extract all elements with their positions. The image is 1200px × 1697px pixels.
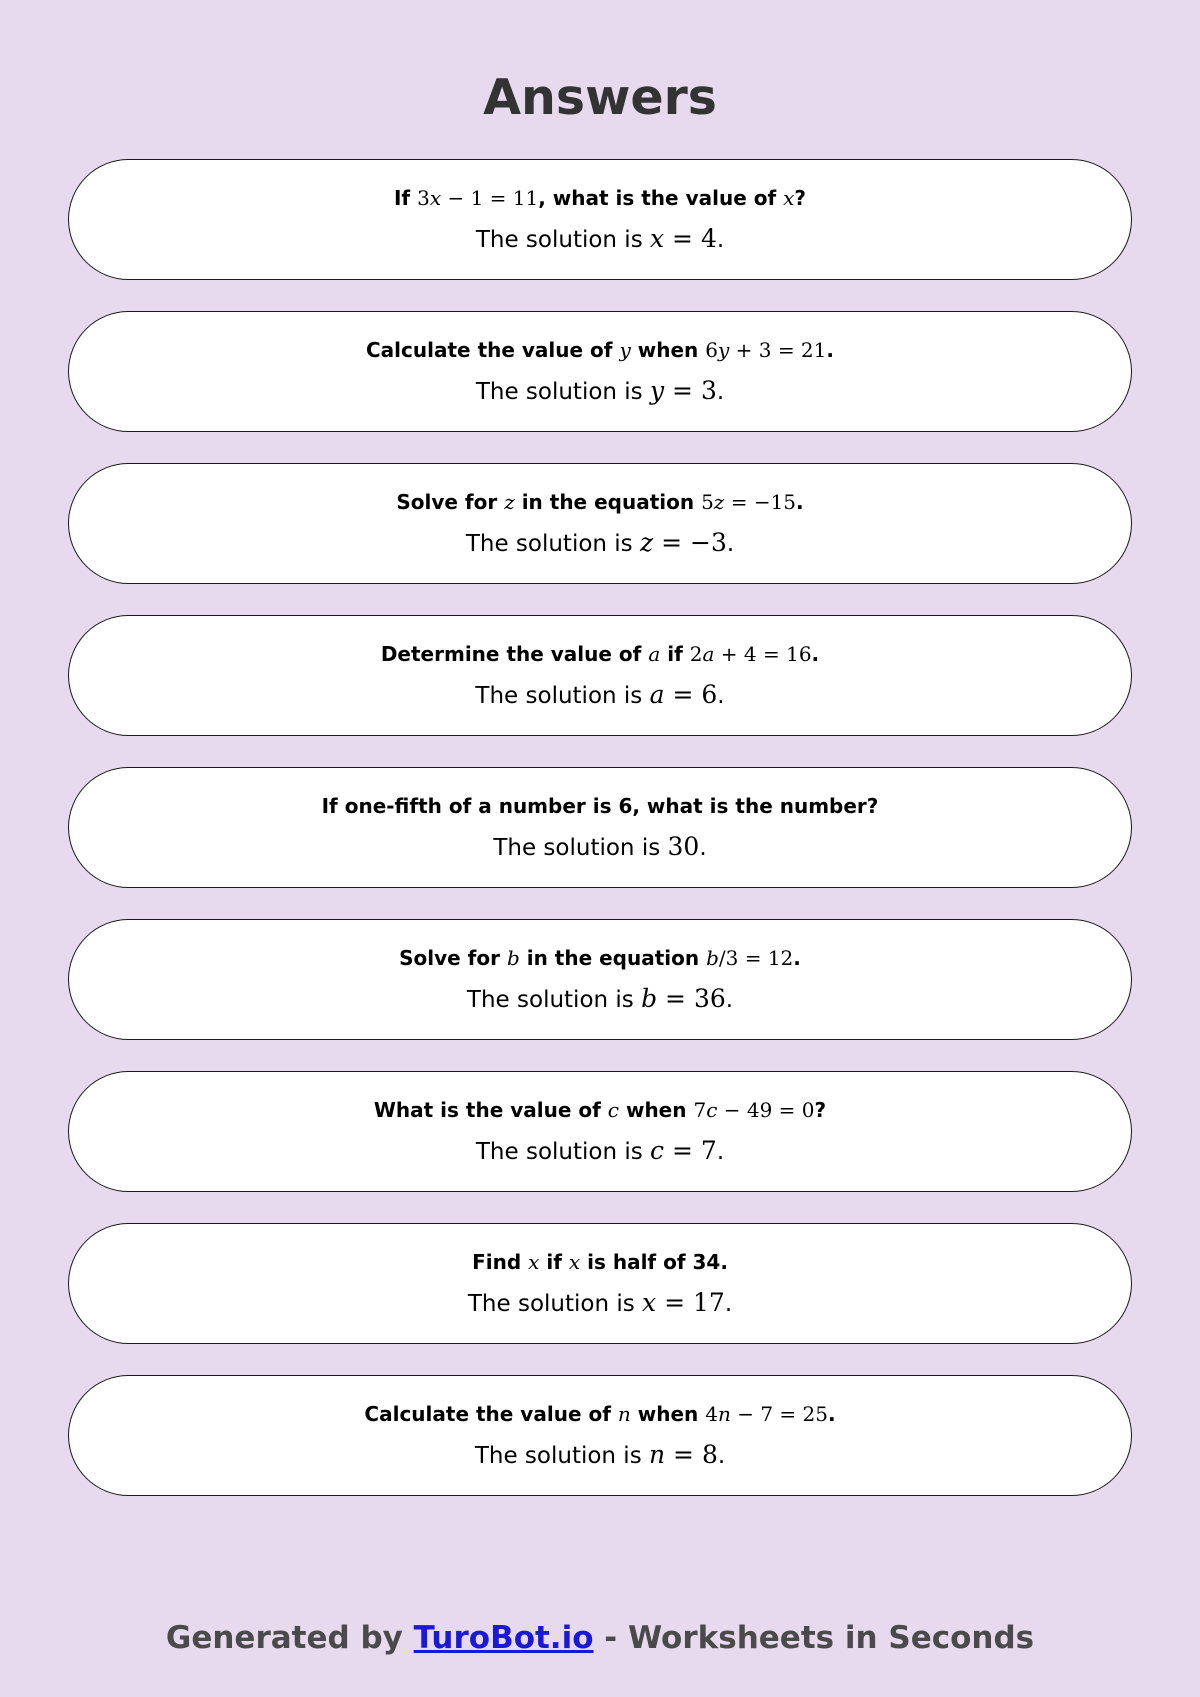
answer-text: The solution is c = 7. — [475, 1136, 725, 1165]
answer-card — [68, 615, 1132, 736]
question-math: 5z = −15 — [701, 490, 797, 514]
question-text: Calculate the value of y when 6y + 3 = 21. — [366, 338, 834, 362]
answer-card — [68, 311, 1132, 432]
answer-text: The solution is a = 6. — [475, 680, 725, 709]
footer-prefix: Generated by — [165, 1620, 414, 1656]
answer-text: The solution is x = 17. — [467, 1288, 733, 1317]
turobot-link[interactable]: TuroBot.io — [413, 1620, 594, 1656]
question-math: 4n − 7 = 25 — [705, 1402, 828, 1426]
answer-card — [68, 919, 1132, 1040]
answer-text: The solution is z = −3. — [465, 528, 735, 557]
answer-card — [68, 1375, 1132, 1496]
answer-card — [68, 1071, 1132, 1192]
question-math: b — [506, 946, 520, 970]
question-math: x — [568, 1250, 581, 1274]
answer-math: c = 7 — [650, 1136, 717, 1165]
answer-text: The solution is n = 8. — [474, 1440, 726, 1469]
footer-suffix: - Worksheets in Seconds — [593, 1620, 1035, 1656]
footer — [0, 1618, 1200, 1658]
answer-card — [68, 159, 1132, 280]
question-text: What is the value of c when 7c − 49 = 0? — [373, 1098, 827, 1122]
question-math: y — [619, 338, 631, 362]
question-text: If one-fifth of a number is 6, what is the number? — [321, 794, 879, 818]
answer-math: z = −3 — [639, 528, 727, 557]
answer-math: y = 3 — [649, 376, 717, 405]
answer-math: b = 36 — [641, 984, 726, 1013]
question-math: 6y + 3 = 21 — [705, 338, 827, 362]
question-math: n — [617, 1402, 631, 1426]
question-math: z — [504, 490, 515, 514]
question-math: 2a + 4 = 16 — [689, 642, 812, 666]
answer-text: The solution is 30. — [493, 832, 707, 861]
question-math: x — [528, 1250, 540, 1274]
question-math: b/3 = 12 — [706, 946, 794, 970]
question-text: Solve for z in the equation 5z = −15. — [396, 490, 804, 514]
answer-card — [68, 463, 1132, 584]
answer-math: a = 6 — [649, 680, 718, 709]
answer-text: The solution is y = 3. — [475, 376, 725, 405]
question-math: 3x − 1 = 11 — [417, 186, 539, 210]
answer-math: 30 — [667, 832, 700, 861]
question-text: Calculate the value of n when 4n − 7 = 25. — [364, 1402, 836, 1426]
question-math: c — [607, 1098, 619, 1122]
question-text: Find x if x is half of 34. — [472, 1250, 728, 1274]
question-text: If 3x − 1 = 11, what is the value of x? — [393, 186, 807, 210]
answer-card — [68, 767, 1132, 888]
answer-math: x = 17 — [642, 1288, 725, 1317]
question-text: Determine the value of a if 2a + 4 = 16. — [380, 642, 820, 666]
question-math: a — [648, 642, 661, 666]
answer-math: x = 4 — [650, 224, 717, 253]
question-math: x — [783, 186, 795, 210]
question-math: 7c − 49 = 0 — [693, 1098, 815, 1122]
question-text: Solve for b in the equation b/3 = 12. — [399, 946, 801, 970]
answer-list — [68, 159, 1132, 1527]
answer-text: The solution is b = 36. — [466, 984, 734, 1013]
page-title: Answers — [483, 69, 717, 126]
answer-math: n = 8 — [649, 1440, 718, 1469]
answer-text: The solution is x = 4. — [475, 224, 725, 253]
answer-card — [68, 1223, 1132, 1344]
